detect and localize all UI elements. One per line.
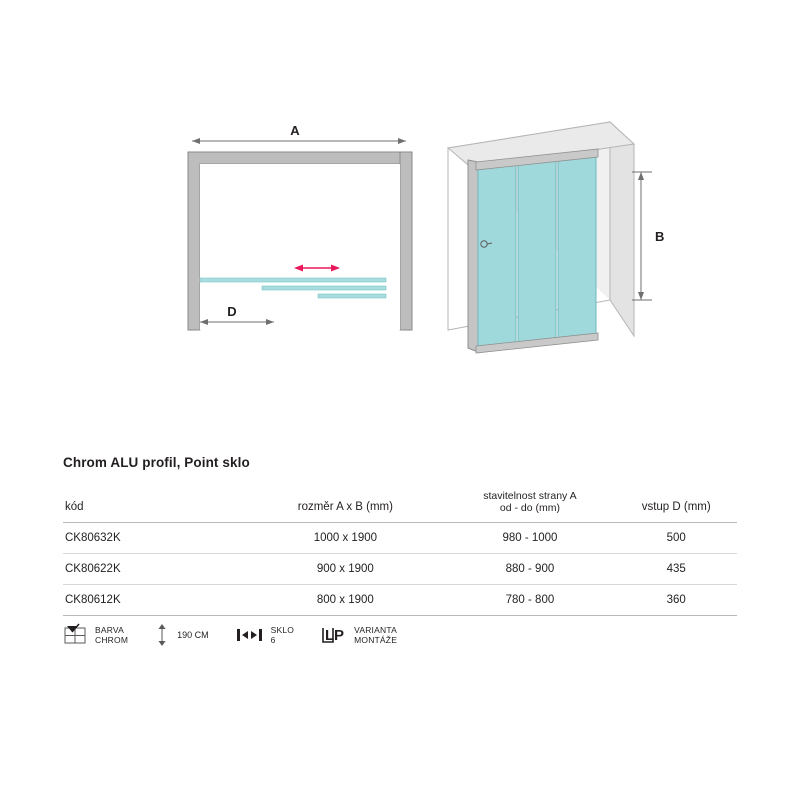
legend-item-mounting bbox=[320, 622, 397, 648]
glass-panel-2 bbox=[518, 161, 556, 345]
legend-glass-line1: SKLO bbox=[270, 624, 295, 635]
header-entry: vstup D (mm) bbox=[615, 484, 737, 523]
table-row bbox=[63, 523, 737, 554]
cell-adjust: 980 - 1000 bbox=[444, 523, 615, 554]
specification-table bbox=[63, 484, 737, 616]
cell-size: 900 x 1900 bbox=[246, 554, 444, 585]
glass-thickness-icon bbox=[235, 622, 265, 648]
cell-code: CK80632K bbox=[63, 523, 246, 554]
legend-label-height: 190 CM bbox=[177, 630, 209, 640]
left-right-mount-icon bbox=[320, 622, 348, 648]
glass-panel-3 bbox=[558, 157, 596, 340]
header-adjustability-line2: od - do (mm) bbox=[499, 502, 560, 515]
top-view-drawing bbox=[188, 123, 412, 330]
header-code: kód bbox=[63, 484, 246, 523]
legend-item-glass bbox=[235, 622, 294, 648]
legend-mounting-line1: VARIANTA bbox=[354, 624, 397, 635]
legend-label-glass bbox=[271, 625, 294, 646]
svg-text:P: P bbox=[334, 627, 345, 644]
cell-entry: 500 bbox=[615, 523, 737, 554]
header-adjustability-line1: stavitelnost strany A bbox=[483, 490, 577, 502]
perspective-view-drawing bbox=[448, 122, 664, 353]
label-D: D bbox=[227, 304, 237, 319]
table-row bbox=[63, 554, 737, 585]
legend-label-color bbox=[95, 625, 128, 646]
legend-mounting-line2: MONTÁŽE bbox=[354, 635, 398, 645]
product-title: Chrom ALU profil, Point sklo bbox=[63, 455, 250, 470]
label-A: A bbox=[290, 123, 300, 138]
glass-panel-1 bbox=[478, 165, 516, 350]
cell-entry: 435 bbox=[615, 554, 737, 585]
cell-adjust: 780 - 800 bbox=[444, 585, 615, 616]
legend-item-height bbox=[154, 622, 209, 648]
cell-size: 1000 x 1900 bbox=[246, 523, 444, 554]
glass-pane-middle bbox=[262, 286, 386, 290]
color-swatch-icon bbox=[63, 622, 89, 648]
legend-label-mounting bbox=[354, 625, 397, 646]
glass-pane-fixed bbox=[200, 278, 386, 282]
legend-color-line1: BARVA bbox=[95, 624, 125, 635]
cell-adjust: 880 - 900 bbox=[444, 554, 615, 585]
legend-row bbox=[63, 622, 423, 648]
legend-glass-line2: 6 bbox=[270, 635, 276, 645]
table-row bbox=[63, 585, 737, 616]
door-frame-left bbox=[468, 160, 478, 352]
legend-item-color bbox=[63, 622, 128, 648]
cell-entry: 360 bbox=[615, 585, 737, 616]
glass-pane-door bbox=[318, 294, 386, 298]
label-B: B bbox=[655, 229, 665, 244]
header-adjustability bbox=[444, 484, 615, 523]
header-size: rozměr A x B (mm) bbox=[246, 484, 444, 523]
svg-text:L: L bbox=[325, 627, 335, 644]
height-arrow-icon bbox=[154, 622, 170, 648]
table-header-row bbox=[63, 484, 737, 523]
legend-color-line2: CHROM bbox=[95, 635, 129, 645]
cell-size: 800 x 1900 bbox=[246, 585, 444, 616]
cell-code: CK80612K bbox=[63, 585, 246, 616]
cell-code: CK80622K bbox=[63, 554, 246, 585]
